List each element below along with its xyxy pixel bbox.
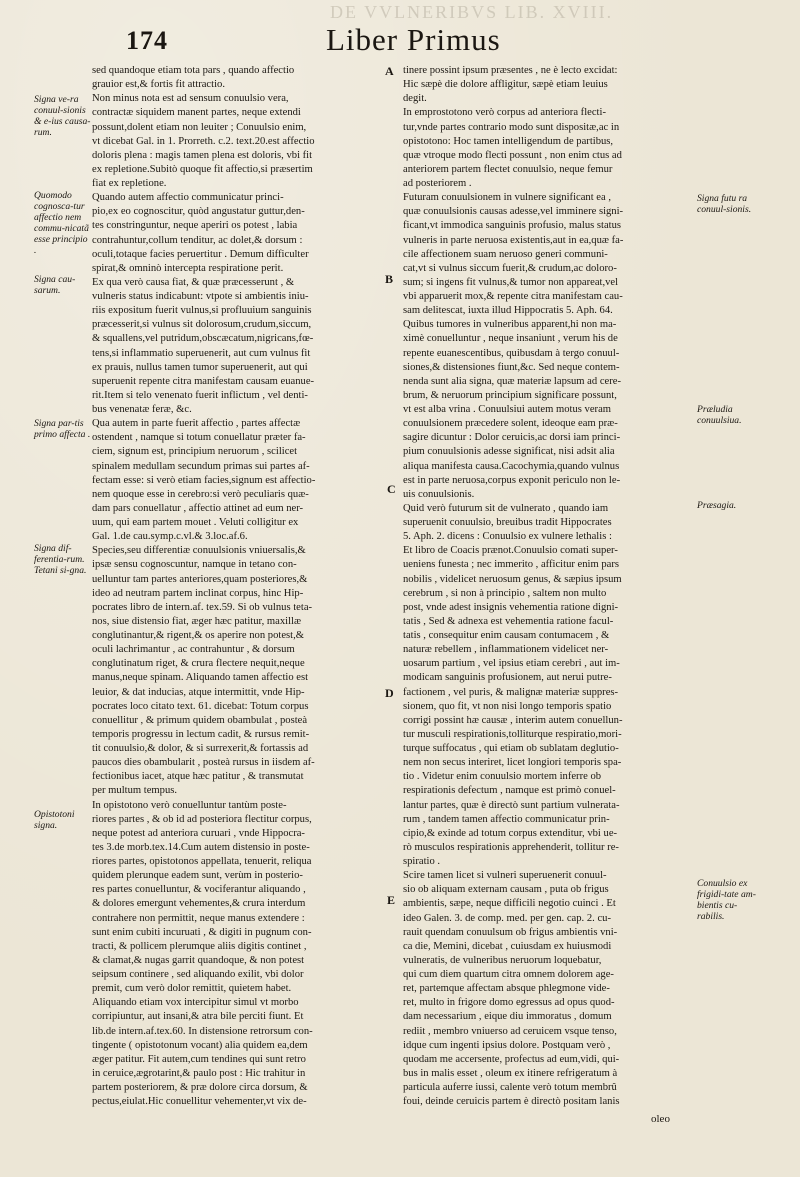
left-text-column — [92, 64, 382, 1109]
text-line: In opistotono verò conuelluntur tantùm poste- — [92, 799, 287, 811]
text-line: 5. Aph. 2. dicens : Conuulsio ex vulnere lethalis : — [403, 531, 612, 543]
running-title: Liber Primus — [326, 22, 501, 57]
text-line: uelluntur tam partes anteriores,quam posteriores,& — [92, 573, 308, 585]
text-line: Quando autem affectio communicatur princi- — [92, 192, 284, 204]
text-line: ideo Galen. 3. de comp. med. per gen. cap. 2. cu- — [403, 912, 611, 924]
text-line: modicam sanguinis profusionem, aut nerui putre- — [403, 672, 612, 684]
text-line: sed quandoque etiam tota pars , quando affectio — [92, 65, 295, 76]
text-line: anteriorem partem flectet conuulsio, neque femur — [403, 163, 613, 175]
text-line: Quid verò futurum sit de vulnerato , quando iam — [403, 502, 609, 514]
text-line: leuior, & dat inducias, atque intermittit, vnde Hip- — [92, 686, 305, 698]
text-line: quæ conuulsionis causas adesse,vel imminere signi- — [403, 206, 624, 218]
text-line: Non minus nota est ad sensum conuulsio vera, — [92, 93, 289, 105]
text-line: æger patitur. Fit autem,cum tendines qui sunt retro — [92, 1053, 306, 1065]
section-letter-b: B — [385, 272, 394, 286]
text-line: repente euanescentibus, quibusdam à tergo conuul- — [403, 347, 620, 359]
text-line: ipsæ sensu cognoscuntur, namque in tetano con- — [92, 559, 297, 571]
text-line: tes constringuntur, neque aperiri os potest , labia — [92, 220, 298, 232]
text-line: ca die, Memini, dicebat , cuiusdam ex huiusmodi — [403, 940, 612, 952]
text-line: qui cum diem quartum citra omnem dolorem age- — [403, 969, 614, 980]
text-line: ex prauis, nullus tamen tumor superuenerit, aut qui — [92, 361, 308, 373]
text-line: oculi,totaque facies peruertitur . Demum difficulter — [92, 248, 309, 260]
text-line: spiratio . — [403, 856, 441, 867]
text-line: spinalem medullam secundum primas sui partes af- — [92, 460, 310, 472]
text-line: sum; si ingens fit vulnus,& tumor non appareat,vel — [403, 276, 619, 288]
text-line: turque suffocatus , qui etiam ob sublatam deglutio- — [403, 743, 619, 754]
text-line: conglutinatum riget, & crura flectere nequit,neque — [92, 658, 305, 670]
text-line: conuulsionem præcedere solent, ideoque eam præ- — [403, 418, 618, 430]
text-line: nem non secus interiret, licet longiori temporis spa- — [403, 757, 622, 769]
text-line: sunt enim cubiti incuruati , & digiti in pugnum con- — [92, 926, 312, 938]
text-line: dam pars conuellatur , affectio attinet ad eum ner- — [92, 502, 304, 514]
text-line: riis expositum fuerit vulnus,si profluuium sanguinis — [92, 305, 312, 317]
text-line: sio ob aliquam externam causam , puta ob frigus — [403, 884, 609, 896]
text-line: ex repletione.Subitò quoque fit affectio,si præsertim — [92, 163, 313, 175]
text-line: præcesserit,si vulnus sit dolorosum,crudum,siccum, — [92, 319, 312, 331]
text-line: foui, deinde ceruicis partem è directò positam lanis — [403, 1096, 620, 1108]
text-line: tingente ( opistotonum vocant) alia quidem ea,dem — [92, 1039, 308, 1051]
text-line: spirat,& omninò intercepta respiratione perit. — [92, 262, 284, 274]
text-line: Qua autem in parte fuerit affectio , partes affectæ — [92, 418, 301, 430]
text-line: cerebrum , si non à principio , saltem non multo — [403, 587, 607, 599]
text-line: tit conuulsio,& dolor, & si surrexerit,& fortassis ad — [92, 743, 309, 754]
margin-note-left-6: Opistotoni signa. — [34, 809, 75, 831]
text-line: fectionibus iacet, atque hæc patitur , & transmutat — [92, 771, 304, 783]
text-line: rediit , membro vniuerso ad ceruicem vsque tenso, — [403, 1025, 617, 1037]
text-line: & clamat,& nugas garrit quandoque, & non potest — [92, 954, 305, 966]
text-line: sam delitescat, iuxta illud Hippocratis 5. Aph. 64. — [403, 305, 613, 317]
text-line: pium conuulsionis adesse significat, nisi adsit alia — [403, 446, 615, 458]
text-line: corripiuntur, aut insani,& atra bile perciti fiunt. Et — [92, 1011, 304, 1023]
margin-note-left-4: Signa par-tis primo affecta . — [34, 418, 91, 440]
margin-note-left-3: Signa cau-sarum. — [34, 274, 76, 296]
text-line: bus in malis esset , oleum ex itinere refrigeratum à — [403, 1067, 618, 1079]
text-line: Hic sæpè die dolore affligitur, sæpè etiam leuius — [403, 79, 608, 91]
text-line: seipsum continere , sed aliquando exilit, vbi dolor — [92, 969, 304, 980]
text-line: temporis progressu in lectum cadit, & rursus remit- — [92, 728, 310, 740]
text-line: degit. — [403, 93, 427, 105]
text-line: quidem plerunque eadem sunt, verùm in posterio- — [92, 870, 303, 882]
text-line: ad posteriorem . — [403, 178, 472, 189]
text-line: tio . Videtur enim conuulsio mortem inferre ob — [403, 771, 602, 783]
text-line: nobilis , videlicet neruosum genus, & sæpius ipsum — [403, 573, 622, 585]
text-line: oculi lachrimantur , ac contrahuntur , & dorsum — [92, 644, 295, 656]
text-line: cat,vt si vulnus siccum fuerit,& crudum,ac doloro- — [403, 262, 617, 274]
text-line: Scire tamen licet si vulneri superuenerit conuul- — [403, 870, 607, 882]
text-line: cipio,& exinde ad totum corpus extenditur, vbi ue- — [403, 827, 618, 839]
text-line: riores partes , & ob id ad posteriora flectitur corpus, — [92, 813, 312, 825]
text-line: vulneris status indicabunt: vtpote si ambientis iniu- — [92, 291, 309, 302]
text-line: ficant,vt immodica sanguinis profusio, malus status — [403, 220, 622, 232]
text-line: bus venenatæ feræ, &c. — [92, 404, 192, 415]
text-line: ret, partemque affectam absque phlegmone vide- — [403, 983, 610, 995]
text-line: Quibus tumores in vulneribus apparent,hi non ma- — [403, 319, 617, 331]
text-line: conglutinantur,& rigent,& os aperire non potest,& — [92, 630, 304, 641]
text-line: brum, & neruorum principium significare possunt, — [403, 389, 617, 401]
text-line: rum , tandem tamen affectio communicatur prin- — [403, 813, 610, 825]
margin-note-left-1: Signa ve-ra conuul-sionis & e-ius causa-rum. — [34, 94, 91, 138]
margin-note-left-5: Signa dif-ferentia-rum. Tetani si-gna. — [34, 543, 87, 576]
text-line: cile affectionem suam neruoso generi communi- — [403, 248, 608, 260]
section-letter-a: A — [385, 64, 394, 78]
text-line: idque cum ingenti ipsius dolore. Postquam verò , — [403, 1039, 611, 1051]
text-line: vulneris in parte neruosa existentis,aut in ea,quæ fa- — [403, 234, 624, 246]
text-line: premit, cum verò dolor remittit, quietem habet. — [92, 983, 292, 995]
text-line: ostendent , namque si totum conuellatur præter fa- — [92, 432, 306, 444]
text-line: rauit quendam conuulsum ob frigus ambientis vni- — [403, 926, 618, 938]
text-line: Et libro de Coacis prænot.Conuulsio comati super- — [403, 545, 618, 557]
text-line: & dolores emergunt vehementes,& crura interdum — [92, 898, 306, 910]
text-line: Futuram conuulsionem in vulnere significant ea , — [403, 192, 612, 204]
text-line: tens,si inflammatio superuenerit, aut cum vulnus fit — [92, 347, 311, 359]
text-line: est in parte neruosa,corpus exponit periculo non le- — [403, 474, 621, 486]
text-line: riores partes, opistotonos appellata, tenuerit, reliqua — [92, 856, 312, 867]
text-line: contrahuntur,collum tenditur, ac dolet,& dorsum : — [92, 234, 303, 246]
text-line: In emprostotono verò corpus ad anteriora flecti- — [403, 107, 606, 119]
text-line: in ceruice,ægrotarint,& paulo post : Hic trahitur in — [92, 1067, 306, 1079]
text-line: particula auferre iussi, calente verò totum membrû — [403, 1082, 617, 1093]
margin-note-right-4: Conuulsio ex frigidi-tate am-bientis cu-rabilis. — [697, 878, 756, 922]
text-line: ret, multo in frigore domo egressus ad opus quod- — [403, 997, 615, 1009]
text-line: Aliquando etiam vox intercipitur simul vt morbo — [92, 997, 299, 1009]
text-line: res partes conuelluntur, & vociferantur aliquando , — [92, 884, 306, 896]
text-line: vbi apparuerit mox,& repente citra manifestam cau- — [403, 291, 623, 302]
text-line: partem posteriorem, & præ dolore circa dorsum, & — [92, 1082, 308, 1093]
text-line: doloris plena : magis tamen plena est doloris, vbi fit — [92, 149, 313, 161]
text-line: possunt,dolent etiam non leuiter ; Conuulsio enim, — [92, 121, 307, 133]
margin-note-left-2: Quomodo cognosca-tur affectio nem commu-nicatã esse principio . — [34, 190, 89, 256]
margin-note-right-1: Signa futu ra conuul-sionis. — [697, 193, 752, 215]
section-letter-e: E — [387, 893, 396, 907]
text-line: pocrates loco citato text. 61. dicebat: Totum corpus — [92, 700, 309, 712]
text-line: quodam me accersente, profectus ad eum,vidi, qui- — [403, 1053, 620, 1065]
text-line: tes 3.de morb.tex.14.Cum autem distensio in poste- — [92, 841, 310, 853]
text-line: dam necessarium , eique diu immoratus , domum — [403, 1011, 612, 1023]
text-line: rit.Item si telo venenato fuerit inflictum , vel denti- — [92, 389, 308, 401]
text-line: lantur partes, quæ è directò sunt partium vulnerata- — [403, 799, 620, 811]
text-line: vt est alba vrina . Conuulsiui autem motus veram — [403, 404, 612, 415]
text-line: ximè conuelluntur , neque insaniunt , verum his de — [403, 333, 618, 345]
page-number: 174 — [126, 26, 168, 55]
text-line: contrahere non permittit, neque manus extendere : — [92, 912, 305, 924]
text-line: ueniens funesta ; nec immerito , afficitur enim pars — [403, 559, 620, 571]
text-line: factionem , vel puris, & malignæ materiæ suppres- — [403, 686, 619, 698]
text-line: naturæ rebellem , inflammationem videlicet ner- — [403, 644, 609, 656]
text-line: post, vnde adest insignis vehementia ratione digni- — [403, 601, 619, 613]
text-line: Gal. 1.de cau.symp.c.vl.& 3.loc.af.6. — [92, 531, 248, 543]
text-line: sagire dicuntur : Dolor ceruicis,ac dorsi iam princi- — [403, 432, 621, 444]
text-line: uis conuulsionis. — [403, 488, 475, 500]
text-line: lib.de intern.af.tex.60. In distensione retrorsum con- — [92, 1025, 313, 1037]
text-line: nenda sunt alia signa, quæ materiæ lapsum ad cere- — [403, 375, 621, 387]
text-line: aliqua manifesta causa.Cacochymia,quando vulnus — [403, 460, 620, 472]
text-line: grauior est,& fortis fit attractio. — [92, 79, 225, 91]
text-line: contractæ siquidem manent partes, neque extendi — [92, 107, 301, 119]
right-text-column — [403, 64, 693, 1109]
text-line: corrigi possint hæ causæ , interim autem conuellun- — [403, 714, 623, 726]
section-letter-d: D — [385, 686, 394, 700]
text-line: ambientis, sæpe, neque difficili negotio cuinci . Et — [403, 898, 616, 910]
text-line: & squallens,vel putridum,obscæcatum,nigricans,fœ- — [92, 333, 314, 345]
text-line: vulneratis, de vulneribus neruorum loquebatur, — [403, 954, 602, 966]
text-line: conuellitur , & primum quidem obambulat , posteà — [92, 714, 308, 726]
catchword: oleo — [651, 1113, 670, 1125]
text-line: tur musculi respirationis,tolliturque respiratio,mori- — [403, 728, 622, 740]
text-line: fiat ex repletione. — [92, 178, 167, 189]
bleed-through-text: DE VVLNERIBVS LIB. XVIII. — [330, 2, 614, 22]
text-line: neque potest ad anteriora curuari , vnde Hippocra- — [92, 827, 305, 839]
text-line: uum, qui eam partem mouet . Veluti colligitur ex — [92, 517, 299, 528]
text-line: Species,seu differentiæ conuulsionis vniuersalis,& — [92, 545, 306, 557]
text-line: fectam esse: si verò etiam facies,signum est affectio- — [92, 474, 316, 486]
text-line: paucos dies obambularit , posteà rursus in iisdem af- — [92, 757, 315, 769]
text-line: opistotono: Hoc tamen intelligendum de partibus, — [403, 135, 614, 147]
margin-note-right-3: Præsagia. — [697, 500, 737, 511]
text-line: ideo ad neutram partem inclinat corpus, hinc Hip- — [92, 587, 304, 599]
text-line: Ex qua verò causa fiat, & quæ præcesserunt , & — [92, 276, 295, 288]
text-line: nem quoque esse in cerebro:si verò peculiaris quæ- — [92, 488, 309, 500]
text-line: per multum tempus. — [92, 785, 178, 797]
text-line: pio,ex eo cognoscitur, quòd angustatur guttur,den- — [92, 206, 305, 218]
text-line: uosarum partium , vel ipsius etiam cerebri , aut im- — [403, 658, 620, 670]
text-line: sionem, quo fit, vt non nisi longo temporis spatio — [403, 700, 612, 712]
text-line: manus,neque spinam. Aliquando tamen affectio est — [92, 672, 309, 684]
text-line: nos, siue distensio fiat, æger hæc patitur, maxillæ — [92, 615, 302, 627]
text-line: tatis , consequitur enim causam contumacem , & — [403, 630, 610, 641]
section-letter-c: C — [387, 482, 396, 496]
text-line: pocrates libro de intern.af. tex.59. Si ob vulnus teta- — [92, 601, 313, 613]
text-line: superuenit conuulsio, breuibus tradit Hippocrates — [403, 517, 612, 528]
text-line: respirationis defectum , namque est primò conuel- — [403, 785, 616, 797]
text-line: tracti, & pollicem plerumque aliis digitis continet , — [92, 940, 307, 952]
text-line: tatis , Sed & adnexa est vehementia ratione facul- — [403, 615, 614, 627]
text-line: vt dicebat Gal. in 1. Prorreth. c.2. text.20.est affectio — [92, 135, 315, 147]
text-line: rò musculos respirationis apprehenderit, tollitur re- — [403, 841, 619, 853]
text-line: pectus,eiulat.Hic conuellitur vehementer,vt vix de- — [92, 1096, 307, 1108]
text-line: superuenit repente citra manifestam causam euanue- — [92, 375, 315, 387]
text-line: siones,& distensiones fiunt,&c. Sed neque contem- — [403, 361, 620, 373]
text-line: ciem, signum est, principium neruorum , scilicet — [92, 446, 298, 458]
text-line: tur,vnde partes contrario modo sunt dispositæ,ac in — [403, 121, 620, 133]
text-line: tinere possint ipsum præsentes , ne è lecto excidat: — [403, 65, 618, 76]
margin-note-right-2: Præludia conuulsiua. — [697, 404, 742, 426]
text-line: quæ vtroque modo flecti possunt , non enim ctus ad — [403, 149, 622, 161]
